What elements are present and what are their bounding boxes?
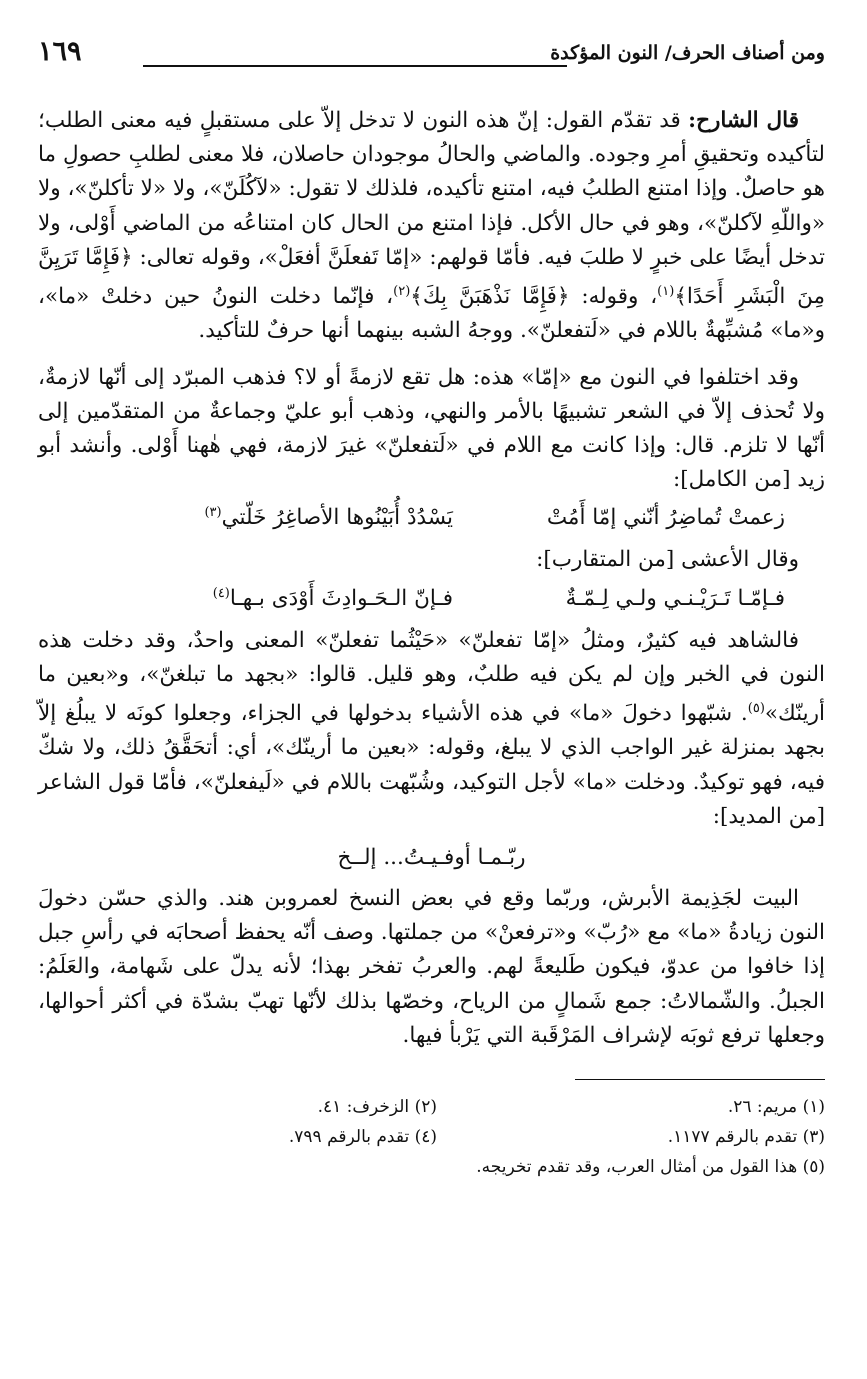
footnote-ref-1: (١) xyxy=(657,284,675,300)
paragraph-2 xyxy=(38,361,825,498)
paragraph-4-text: البيت لجَذِيمة الأبرش، وربّما وقع في بعض النسخ لعمروبن هند. والذي حسّن دخولَ النون زيادةُ «ما» مع «رُبّ» و«ترفعنْ» من جملتها. وصف أنّه يحفظ أصحابَه في رأسِ جبل إذا خافوا من عدوّ، فيكون طَليعةً لهم. والعربُ تفخر بهذا؛ لأنه يدلّ على شَهامة، والعَلَمُ: الجبلُ. والشّمالاتُ: جمع شَمالٍ من الرياح، وخصّها بذلك لأنّها تهبّ بشدّة في أكثر أحوالها، وجعلها ترفع ثوبَه لإشراف المَرْقَبة التي يَرْبأ فيها. xyxy=(38,885,825,1048)
header-rule xyxy=(143,65,567,67)
verse-1-hemistich-2: يَسْدُدْ أُبَيْنُوها الأصاغِرُ خَلّتي$^{(٣)}$ xyxy=(204,505,453,531)
book-page xyxy=(38,30,825,1182)
paragraph-3-text: فالشاهد فيه كثيرٌ، ومثلُ «إمّا تفعلنّ» «حَيْثُما تفعلنّ» المعنى واحدٌ، وقد دخلت هذه النون في الخبر وإن لم يكن فيه طلبٌ، وهو قليل. قالوا: «بجهد ما تبلغنّ»، و«بعين ما أرينّك» xyxy=(38,627,825,727)
paragraph-3 xyxy=(38,624,825,834)
footnote-row xyxy=(38,1092,825,1122)
footnote-ref-3: (٣) xyxy=(204,505,222,521)
verse-1 xyxy=(38,497,825,543)
chapter-title: ومن أصناف الحرف/ النون المؤكدة xyxy=(550,42,825,64)
paragraph-2-text: وقد اختلفوا في النون مع «إمّا» هذه: هل تقع لازمةً أو لا؟ فذهب المبرّد إلى أنّها لازمةٌ، ولا تُحذف إلاّ في الشعر تشبيهًا بالأمر والنهي، وذهب أبو عليّ وجماعةٌ من المتقدّمين إلى أنّها لا تلزم. قال: وإذا كانت مع اللام في «لَتفعلنّ» غيرَ لازمة، فهي هٰهنا أَوْلى. وأنشد أبو زيد [من الكامل]: xyxy=(38,364,825,493)
footnote-ref-5: (٥) xyxy=(747,701,765,716)
footnotes xyxy=(38,1092,825,1182)
footnote-ref-4: (٤) xyxy=(212,585,230,601)
verse-1-hemistich-1: زعمتْ تُماضِرُ أنّني إمّا أَمُتْ xyxy=(546,505,785,531)
verse-2 xyxy=(38,578,825,624)
paragraph-1 xyxy=(38,104,825,349)
footnote-row xyxy=(38,1122,825,1152)
verse-2-hemistich-2: فـإنّ الـحَـوادِثَ أَوْدَى بـهـا$^{(٤)}$ xyxy=(212,585,453,611)
paragraph-4 xyxy=(38,882,825,1053)
verse-3: ربّـمـا أوفـيـتُ... إلــخ xyxy=(337,844,526,870)
paragraph-1-text: قد تقدّم القول: إنّ هذه النون لا تدخل إلاّ على مستقبلٍ فيه معنى الطلب؛ لتأكيده وتحقيقِ أمرِ وجوده. والماضي والحالُ موجودان حاصلان، فلا معنى لطلبِ حصولِ ما هو حاصلٌ. وإذا امتنع الطلبُ فيه، امتنع تأكيده، فلذلك لا تقول: «لآكُلَنّ»، ولا «لا تأكلنّ»، ولا «واللّهِ لآكلنّ»، وهو في حال الأكل. فإذا امتنع من الحال كان امتناعُه من الماضي أَوْلى، ولا تدخل أيضًا على خبرٍ لا طلبَ فيه. فأمّا قولهم: «إمّا تَفعلَنَّ أفعَلْ»، وقوله تعالى: ﴿فَإِمَّا تَرَيِنَّ مِنَ الْبَشَرِ أَحَدًا﴾ xyxy=(38,108,825,310)
paragraph-3-text-2: . شبّهوا دخولَ «ما» في هذه الأشياء بدخولها في الجزاء، وجعلوا كونَه لا يبلُغ إلاّ بجهد بمنزلة غير الواجب الذي لا يبلغ، وقوله: «بعين ما أرينّك»، أي: أتحَقَّقُ ذلك، ولا شكّ فيه، فهو توكيدٌ. ودخلت «ما» لأجل التوكيد، وشُبّهت باللام في «لَيفعلنّ»، فأمّا قول الشاعر [من المديد]: xyxy=(38,701,825,829)
paragraph-1-text-2: ، وقوله: ﴿فَإِمَّا نَذْهَبَنَّ بِكَ﴾ xyxy=(410,284,658,310)
footnote-3: (٣) تقدم بالرقم ١١٧٧. xyxy=(667,1126,825,1147)
commentator-label: قال الشارح: xyxy=(688,108,800,133)
running-header xyxy=(38,30,825,82)
footnote-row xyxy=(38,1152,825,1182)
verse-2-hemistich-1: فـإمّـا تَـرَيْـنـي ولـي لِـمّـةٌ xyxy=(565,585,785,611)
paragraph-1-text-3: ، فإنّما دخلت النونُ حين دخلتْ «ما»، و«ما» مُشبِّهةٌ باللام في «لَتفعلنّ». ووجهُ الشبه بينهما أنها حرفٌ للتأكيد. xyxy=(38,284,825,344)
footnote-rule xyxy=(575,1079,825,1080)
footnote-5: (٥) هذا القول من أمثال العرب، وقد تقدم تخريجه. xyxy=(476,1156,825,1177)
footnote-4: (٤) تقدم بالرقم ٧٩٩. xyxy=(288,1126,437,1147)
footnote-1: (١) مريم: ٢٦. xyxy=(727,1096,825,1117)
page-number: ١٦٩ xyxy=(38,36,82,67)
footnote-ref-2: (٢) xyxy=(393,284,411,300)
verse-2-intro: وقال الأعشى [من المتقارب]: xyxy=(536,547,799,573)
footnote-2: (٢) الزخرف: ٤١. xyxy=(317,1096,437,1117)
